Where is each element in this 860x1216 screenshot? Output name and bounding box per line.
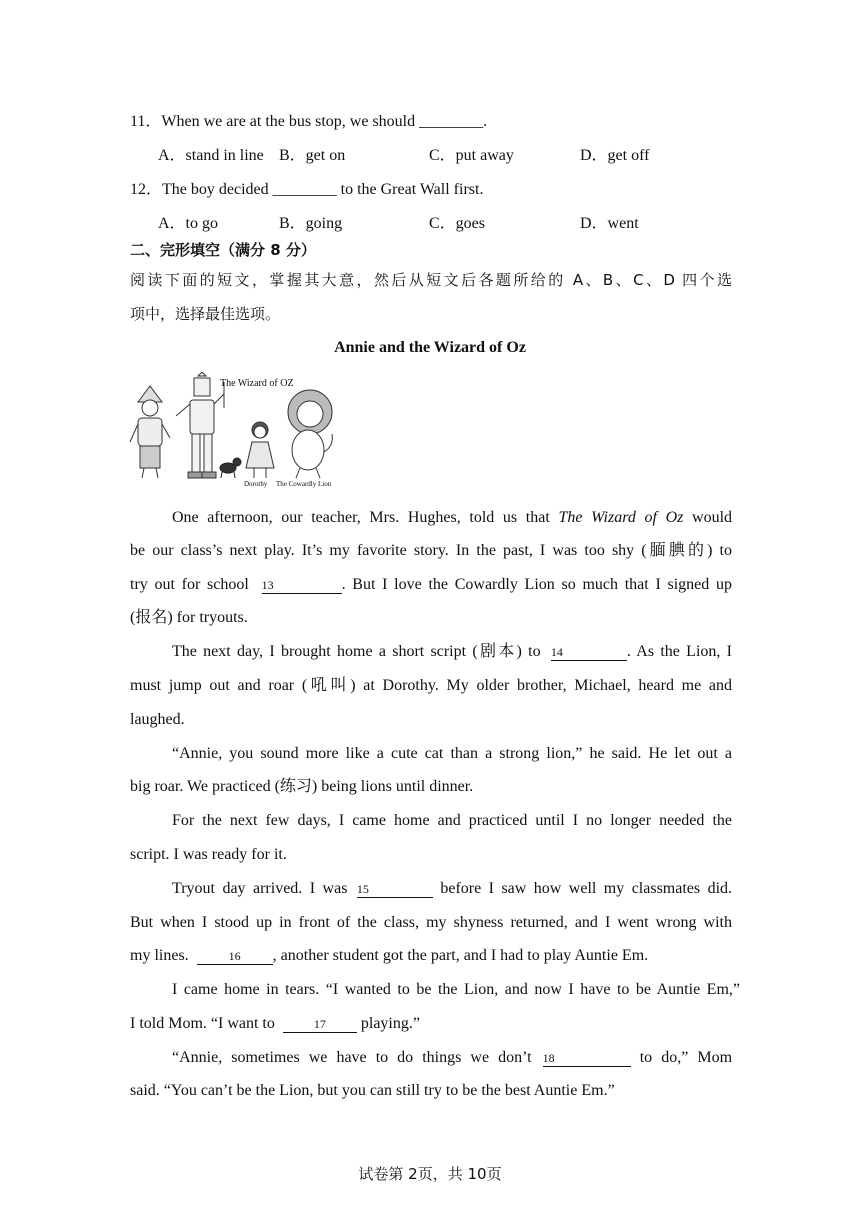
p2-line-3: laughed.	[130, 711, 185, 728]
p1-line-3	[130, 575, 732, 595]
q11-option-c: C．put away	[429, 147, 514, 164]
passage-title: Annie and the Wizard of Oz	[334, 339, 526, 356]
blank-14: 14	[551, 644, 627, 661]
blank-17: 17	[283, 1016, 357, 1033]
blank-18: 18	[543, 1050, 631, 1067]
blank-15: 15	[357, 881, 433, 898]
text-span: One afternoon, our teacher, Mrs. Hughes, told us that	[172, 509, 550, 526]
p5-line-3	[130, 946, 648, 966]
text-span: my lines.	[130, 947, 189, 964]
p7-line-2: said. “You can’t be the Lion, but you can still try to be the best Auntie Em.”	[130, 1082, 615, 1099]
section-2-title: 二、完形填空（满分 8 分）	[130, 241, 316, 259]
p5-line-2: But when I stood up in front of the class, my shyness returned, and I went wrong with	[130, 914, 732, 931]
text-span: to do,” Mom	[639, 1049, 733, 1066]
p1-line-2: be our class’s next play. It’s my favorite story. In the past, I was too shy (腼腆的) to	[130, 542, 732, 559]
text-span: The next day, I brought home a short script (剧本) to	[172, 643, 541, 660]
blank-13: 13	[262, 577, 342, 594]
q11-option-a: A．stand in line	[158, 147, 264, 164]
section-2-instruction-line-2: 项中，选择最佳选项。	[130, 305, 281, 323]
text-span: try out for school	[130, 576, 249, 593]
p7-line-1	[172, 1048, 732, 1068]
question-12-stem: 12．The boy decided ________ to the Great Wall first.	[130, 181, 484, 198]
text-span: before I saw how well my classmates did.	[440, 880, 733, 897]
cowardly-lion-figure	[288, 390, 332, 478]
scarecrow-figure	[130, 386, 170, 478]
q11-option-d: D．get off	[580, 147, 650, 164]
q12-option-d: D．went	[580, 215, 639, 232]
section-2-instruction-line-1: 阅读下面的短文，掌握其大意，然后从短文后各题所给的 A、B、C、D 四个选	[130, 271, 732, 289]
dorothy-figure	[246, 422, 274, 478]
text-span: “Annie, sometimes we have to do things we don’t	[172, 1049, 532, 1066]
p6-line-2	[130, 1014, 420, 1034]
blank-16: 16	[197, 948, 273, 965]
toto-dog-figure	[220, 458, 241, 478]
text-span: , another student got the part, and I had to play Auntie Em.	[272, 947, 649, 964]
p6-line-1: I came home in tears. “I wanted to be the Lion, and now I have to be Auntie Em,”	[172, 981, 740, 998]
p3-line-1: “Annie, you sound more like a cute cat than a strong lion,” he said. He let out a	[172, 745, 732, 762]
text-span: I told Mom. “I want to	[130, 1015, 275, 1032]
text-span: . But I love the Cowardly Lion so much that I signed up	[341, 576, 732, 593]
q12-option-c: C．goes	[429, 215, 486, 232]
illustration-caption-lion: The Cowardly Lion	[276, 480, 332, 488]
text-span: would	[692, 509, 733, 526]
illustration-caption-dorothy: Dorothy	[244, 480, 268, 488]
p1-line-4: (报名) for tryouts.	[130, 609, 248, 626]
p4-line-2: script. I was ready for it.	[130, 846, 287, 863]
p2-line-1	[172, 642, 732, 662]
p1-line-1	[172, 508, 732, 528]
play-title-italic: The Wizard of Oz	[558, 509, 684, 526]
p4-line-1: For the next few days, I came home and practiced until I no longer needed the	[172, 812, 732, 829]
q12-option-a: A．to go	[158, 215, 219, 232]
text-span: Tryout day arrived. I was	[172, 880, 348, 897]
p5-line-1	[172, 879, 732, 899]
q12-option-b: B．going	[279, 215, 343, 232]
page-footer: 试卷第 2页，共 10页	[358, 1165, 502, 1183]
question-11-stem: 11．When we are at the bus stop, we should ________.	[130, 113, 488, 130]
illustration-caption-title: The Wizard of OZ	[220, 378, 294, 389]
wizard-of-oz-illustration	[128, 372, 340, 490]
p2-line-2: must jump out and roar (吼叫) at Dorothy. My older brother, Michael, heard me and	[130, 677, 732, 694]
p3-line-2: big roar. We practiced (练习) being lions until dinner.	[130, 778, 474, 795]
tin-man-figure	[176, 372, 224, 478]
q11-option-b: B．get on	[279, 147, 346, 164]
text-span: playing.”	[360, 1015, 420, 1032]
text-span: . As the Lion, I	[626, 643, 733, 660]
